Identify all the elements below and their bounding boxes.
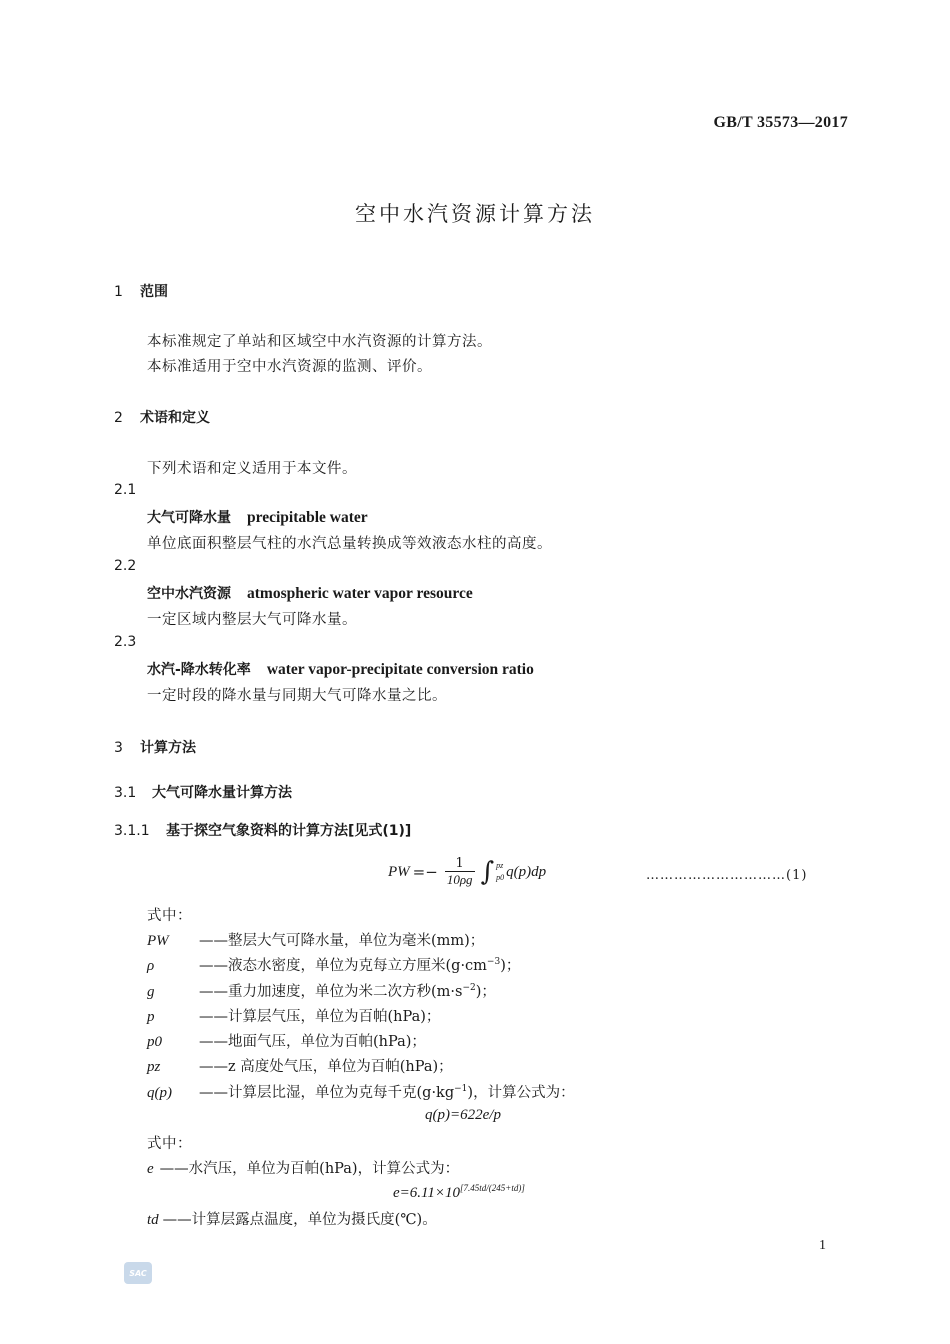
formula-fraction [445, 856, 475, 888]
formula-base: e=6.11×10 [393, 1185, 461, 1201]
formula-2: q(p)=622e/p [425, 1107, 501, 1123]
symbol: e [147, 1161, 154, 1177]
paragraph: 本标准规定了单站和区域空中水汽资源的计算方法。 [147, 334, 492, 350]
definition-text: ——液态水密度，单位为克每立方厘米(g·cm [199, 958, 487, 974]
section-title: 基于探空气象资料的计算方法[见式(1)] [166, 823, 412, 839]
integral-upper-limit: pz [496, 861, 504, 870]
definition-row [147, 1208, 437, 1229]
term-number: 2.2 [114, 558, 137, 574]
superscript: −2 [462, 983, 476, 993]
term-definition: 一定区域内整层大气可降水量。 [147, 612, 357, 628]
symbol: td [147, 1212, 159, 1228]
symbol: g [147, 984, 155, 1000]
definition-tail: )，计算公式为： [467, 1085, 575, 1101]
term-title [147, 583, 473, 603]
section-title: 术语和定义 [140, 410, 210, 426]
term-title [147, 659, 534, 679]
section-3-heading [114, 737, 196, 757]
section-number: 1 [114, 284, 123, 300]
definition-text: ——计算层气压，单位为百帕(hPa)； [199, 1009, 441, 1025]
definition-row [147, 1030, 426, 1051]
definition-text: ——整层大气可降水量，单位为毫米(mm)； [199, 933, 485, 949]
term-en: precipitable water [247, 509, 368, 526]
definition-row [147, 1005, 440, 1026]
definition-text: ——z 高度处气压，单位为百帕(hPa)； [199, 1059, 453, 1075]
where-label: 式中： [147, 908, 192, 924]
symbol: ρ [147, 958, 155, 974]
definition-tail: )； [500, 958, 521, 974]
section-title: 范围 [140, 284, 168, 300]
definition-row [147, 929, 484, 950]
section-1-heading [114, 281, 168, 301]
formula-1 [388, 856, 546, 888]
definition-tail: )； [475, 984, 496, 1000]
integral-lower-limit: p0 [496, 873, 505, 882]
integral-limits [496, 860, 504, 884]
symbol: q(p) [147, 1085, 172, 1101]
formula-lhs: PW [388, 863, 410, 880]
term-en: water vapor-precipitate conversion ratio [266, 661, 534, 678]
section-2-heading [114, 407, 210, 427]
formula-3 [393, 1183, 525, 1202]
definition-row [147, 954, 520, 975]
section-3-1-heading [114, 782, 292, 802]
where-label: 式中： [147, 1136, 192, 1152]
definition-text: ——计算层比湿，单位为克每千克(g·kg [199, 1085, 455, 1101]
integrand: q(p)dp [506, 863, 547, 880]
section-number: 3.1.1 [114, 823, 150, 839]
standard-code: GB/T 35573—2017 [713, 114, 848, 131]
symbol: p [147, 1009, 155, 1025]
paragraph: 下列术语和定义适用于本文件。 [147, 461, 357, 477]
term-title [147, 507, 368, 527]
section-title: 大气可降水量计算方法 [152, 785, 292, 801]
term-zh: 空中水汽资源 [147, 586, 231, 602]
term-definition: 单位底面积整层气柱的水汽总量转换成等效液态水柱的高度。 [147, 536, 552, 552]
term-definition: 一定时段的降水量与同期大气可降水量之比。 [147, 688, 447, 704]
definition-row [147, 1055, 453, 1076]
definition-text: ——水汽压，单位为百帕(hPa)，计算公式为： [159, 1161, 460, 1177]
equation-number: …………………………(1) [646, 868, 808, 883]
document-title: 空中水汽资源计算方法 [355, 202, 595, 226]
section-3-1-1-heading [114, 820, 411, 840]
term-number: 2.1 [114, 482, 137, 498]
definition-text: ——计算层露点温度，单位为摄氏度(℃)。 [162, 1212, 437, 1228]
superscript: −1 [454, 1084, 468, 1094]
sac-logo-icon: SAC [124, 1262, 152, 1284]
page-number: 1 [819, 1238, 826, 1253]
paragraph: 本标准适用于空中水汽资源的监测、评价。 [147, 359, 432, 375]
fraction-denominator: 10ρg [446, 872, 473, 887]
formula-operator: =− [412, 863, 438, 881]
definition-text: ——重力加速度，单位为米二次方秒(m·s [199, 984, 463, 1000]
definition-row [147, 1081, 575, 1102]
symbol: PW [147, 933, 169, 949]
fraction-numerator: 1 [455, 856, 464, 871]
definition-row [147, 1157, 459, 1178]
term-zh: 水汽-降水转化率 [147, 662, 251, 678]
section-number: 3.1 [114, 785, 137, 801]
definition-text: ——地面气压，单位为百帕(hPa)； [199, 1034, 426, 1050]
symbol: pz [147, 1059, 161, 1075]
symbol: p0 [147, 1034, 162, 1050]
definition-row [147, 980, 496, 1001]
formula-exponent: [7.45td/(245+td)] [460, 1183, 525, 1193]
section-number: 3 [114, 740, 123, 756]
term-number: 2.3 [114, 634, 137, 650]
section-title: 计算方法 [140, 740, 196, 756]
term-en: atmospheric water vapor resource [247, 585, 473, 602]
section-number: 2 [114, 410, 123, 426]
integral-sign-icon: ∫ [480, 857, 495, 887]
superscript: −3 [486, 957, 501, 967]
term-zh: 大气可降水量 [147, 510, 231, 526]
